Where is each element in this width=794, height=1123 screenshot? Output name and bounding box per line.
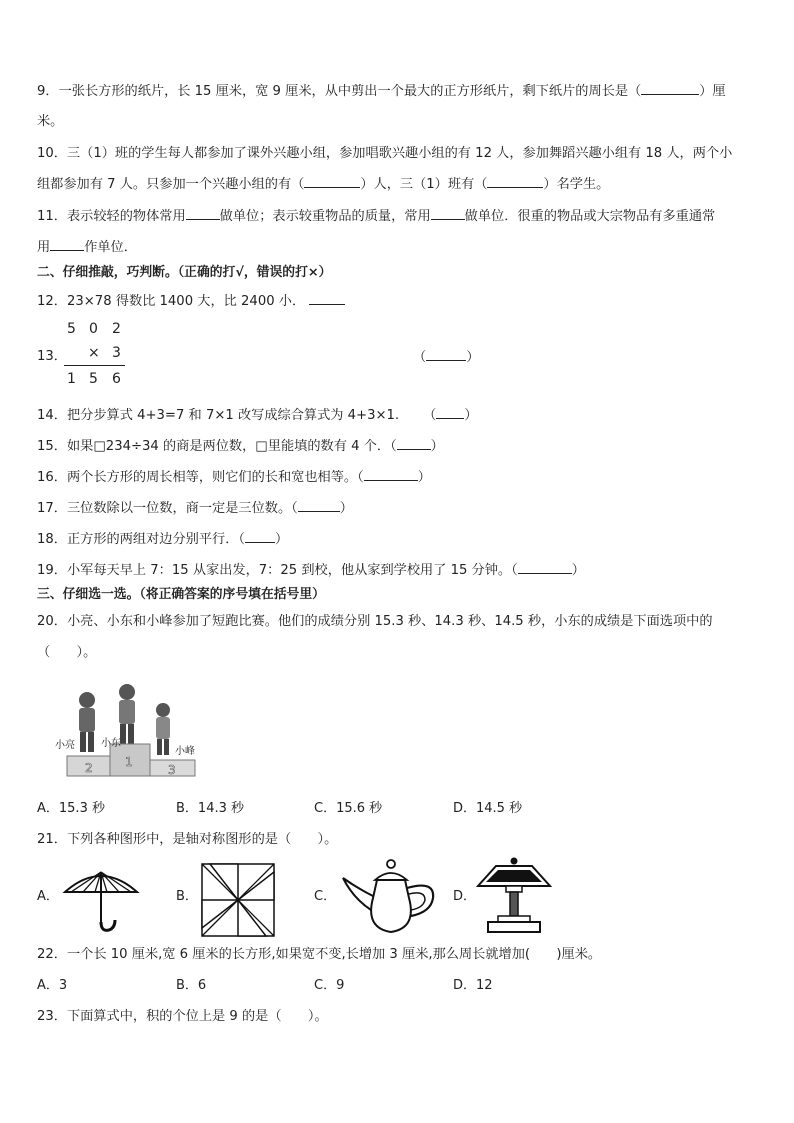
option-a[interactable]: A．15.3 秒 [37, 801, 105, 816]
answer-blank[interactable] [518, 561, 572, 574]
option-d[interactable]: D． [453, 889, 477, 904]
divider [64, 365, 125, 366]
answer-blank[interactable] [397, 437, 431, 450]
answer-blank[interactable] [50, 238, 84, 251]
option-d[interactable]: D．12 [453, 978, 493, 993]
option-b[interactable]: B．14.3 秒 [176, 801, 244, 816]
place-2: 2 [85, 761, 93, 775]
option-b[interactable]: B．6 [176, 978, 207, 993]
question-18: 18．正方形的两组对边分别平行．（ ） [37, 532, 289, 547]
digit: 5 [67, 321, 76, 337]
answer-blank[interactable] [641, 82, 699, 95]
label-xiaodong: 小东 [101, 738, 121, 749]
option-b[interactable]: B． [176, 889, 198, 904]
question-12: 12．23×78 得数比 1400 大，比 2400 小． [37, 292, 345, 311]
digit: 0 [89, 321, 98, 337]
umbrella-icon [61, 864, 141, 936]
pinwheel-icon [200, 862, 276, 938]
kid-head [79, 692, 95, 708]
digit: 3 [112, 345, 121, 361]
section-2-heading: 二、仔细推敲，巧判断。（正确的打√，错误的打×） [37, 265, 332, 280]
option-a[interactable]: A． [37, 889, 59, 904]
label-xiaofeng: 小峰 [175, 746, 195, 757]
question-11-cont: 用 作单位． [37, 240, 137, 255]
answer-blank[interactable] [309, 292, 345, 305]
option-a[interactable]: A．3 [37, 978, 68, 993]
option-c[interactable]: C．9 [314, 978, 345, 993]
question-10-cont: 组都参加有 7 人。只参加一个兴趣小组的有（ ）人，三（1）班有（ ）名学生。 [37, 177, 610, 192]
answer-blank[interactable] [364, 468, 418, 481]
question-13-number: 13． [37, 349, 67, 364]
place-3: 3 [168, 763, 176, 777]
question-16: 16．两个长方形的周长相等，则它们的长和宽也相等。（ ） [37, 470, 431, 485]
question-20: 20．小亮、小东和小峰参加了短跑比赛。他们的成绩分别 15.3 秒、14.3 秒、14.5 秒，小东的成绩是下面选项中的 [37, 614, 713, 629]
answer-blank[interactable] [431, 207, 465, 220]
section-3-heading: 三、仔细选一选。（将正确答案的序号填在括号里） [37, 587, 325, 602]
question-23: 23．下面算式中，积的个位上是 9 的是（ ）。 [37, 1009, 328, 1024]
option-c[interactable]: C．15.6 秒 [314, 801, 383, 816]
question-15: 15．如果□234÷34 的商是两位数，□里能填的数有 4 个．（ ） [37, 439, 444, 454]
label-xiaoliang: 小亮 [55, 740, 75, 751]
question-9-cont: 米。 [37, 114, 64, 129]
digit: 5 [89, 371, 98, 387]
option-c[interactable]: C． [314, 889, 337, 904]
teapot-icon [337, 858, 441, 938]
answer-blank[interactable] [186, 207, 220, 220]
place-1: 1 [125, 755, 133, 769]
digit: 6 [112, 371, 121, 387]
question-17: 17．三位数除以一位数，商一定是三位数。（ ） [37, 501, 353, 516]
question-22: 22．一个长 10 厘米,宽 6 厘米的长方形,如果宽不变,长增加 3 厘米,那么周长就增加( )厘米。 [37, 947, 602, 962]
multiply-sign: × [88, 345, 100, 361]
question-14: 14．把分步算式 4+3=7 和 7×1 改写成综合算式为 4+3×1. （ ） [37, 408, 478, 423]
option-d[interactable]: D．14.5 秒 [453, 801, 523, 816]
digit: 2 [112, 321, 121, 337]
question-10: 10．三（1）班的学生每人都参加了课外兴趣小组，参加唱歌兴趣小组的有 12 人，参加舞蹈兴趣小组有 18 人，两个小 [37, 146, 733, 161]
podium-picture [55, 680, 200, 780]
answer-blank[interactable] [426, 348, 466, 361]
question-20-cont: （ ）。 [37, 645, 97, 660]
lamp-icon [476, 856, 552, 936]
question-21: 21．下列各种图形中，是轴对称图形的是（ ）。 [37, 832, 338, 847]
answer-blank[interactable] [245, 530, 275, 543]
question-19: 19．小军每天早上 7：15 从家出发，7：25 到校，他从家到学校用了 15 分钟。（ ） [37, 563, 585, 578]
digit: 1 [67, 371, 76, 387]
answer-blank[interactable] [487, 175, 543, 188]
answer-blank[interactable] [298, 499, 340, 512]
answer-paren: （ ） [413, 350, 480, 365]
answer-blank[interactable] [436, 406, 464, 419]
answer-blank[interactable] [304, 175, 360, 188]
question-9: 9．一张长方形的纸片，长 15 厘米，宽 9 厘米，从中剪出一个最大的正方形纸片，剩下纸片的周长是（ ）厘 [37, 84, 726, 99]
question-11: 11．表示较轻的物体常用 做单位；表示较重物品的质量，常用 做单位．很重的物品或大宗物品有多重通常 [37, 209, 716, 224]
